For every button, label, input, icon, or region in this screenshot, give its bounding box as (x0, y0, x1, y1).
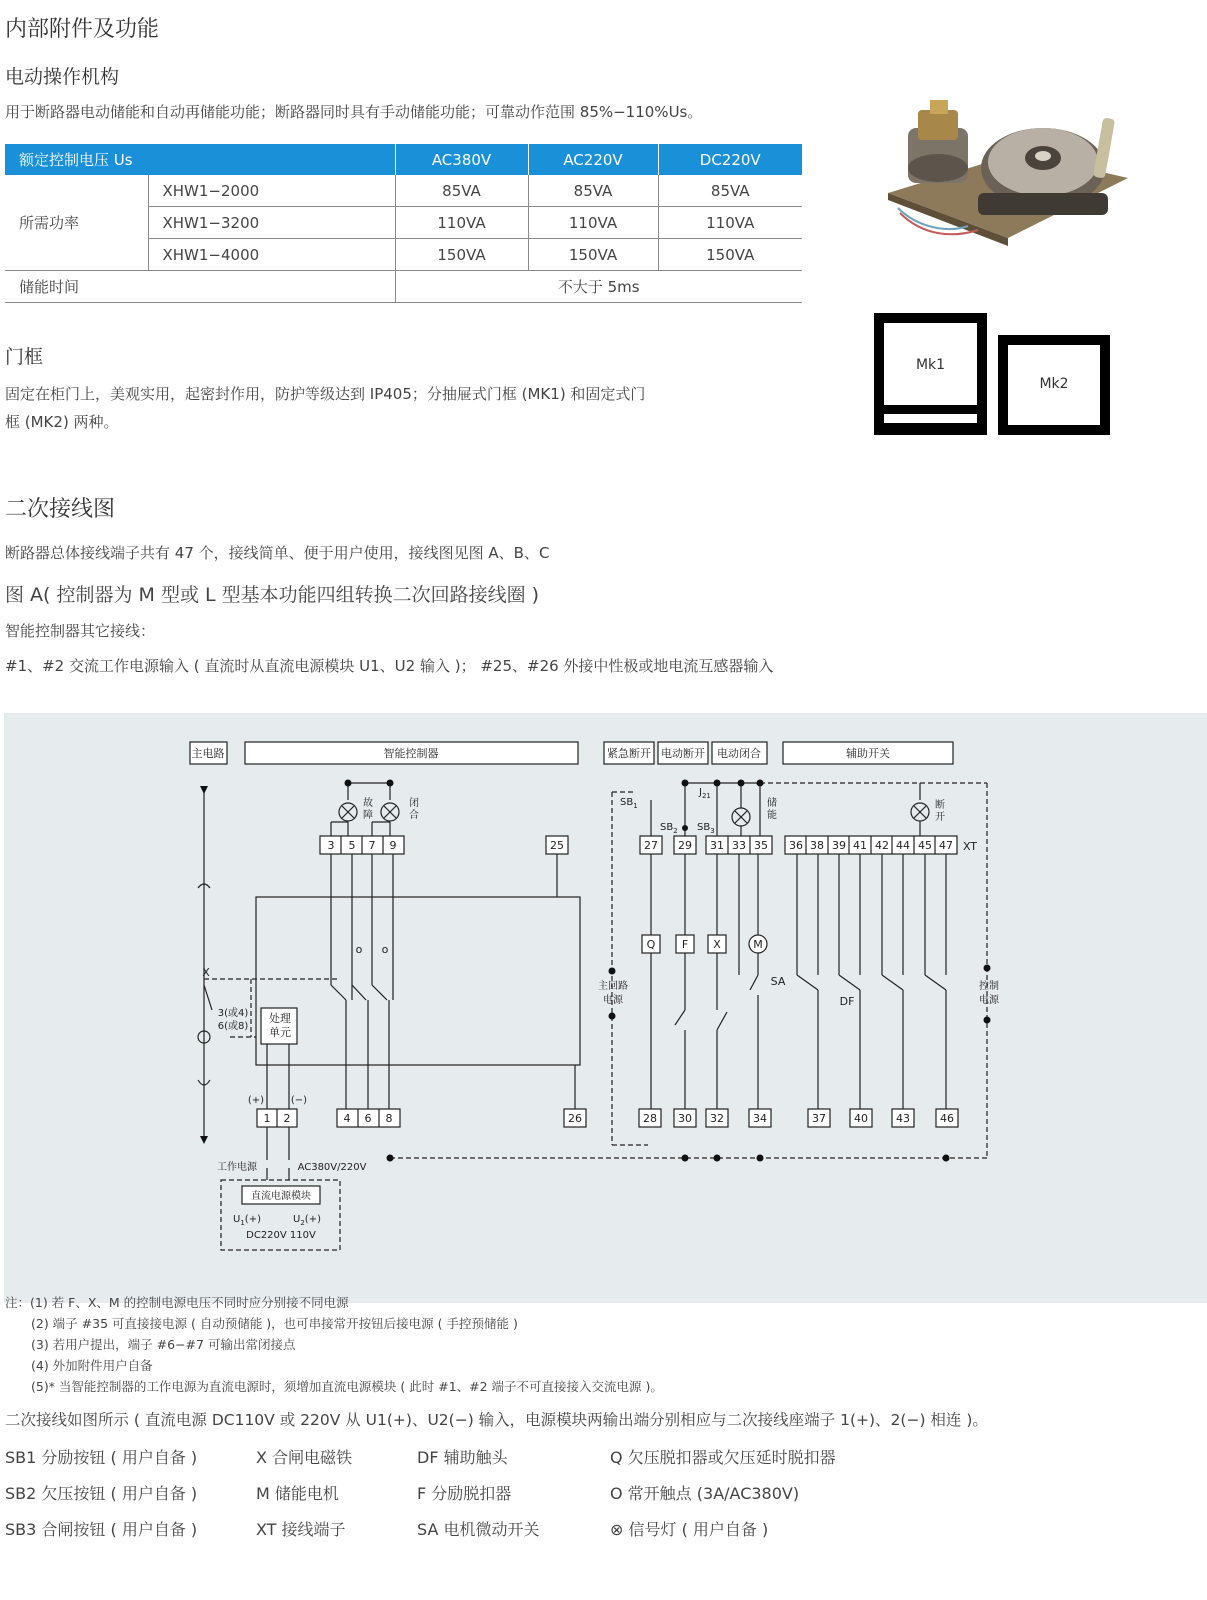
terminal: 31 (710, 839, 724, 852)
sb2-label: $SB_2$ (660, 822, 678, 835)
value-cell: 110VA (528, 207, 658, 239)
value-cell: 85VA (395, 175, 528, 207)
terminal: 42 (875, 839, 889, 852)
other-wiring-desc: #1、#2 交流工作电源输入 ( 直流时从直流电源模块 U1、U2 输入 )； #25、#26 外接中性极或地电流互感器输入 (5, 657, 774, 675)
u2-label: $U_2(+)$ (293, 1214, 321, 1227)
legend-item: SB3 合闸按钮 ( 用户自备 ) (5, 1520, 198, 1539)
header-dc220: DC220V (658, 144, 802, 175)
minus-label: (−) (290, 1095, 308, 1106)
figure-title: 图 A( 控制器为 M 型或 L 型基本功能四组转换二次回路接线圈 ) (5, 584, 540, 606)
other-wiring-title: 智能控制器其它接线： (5, 622, 156, 640)
door-desc-line2: 框 (MK2) 两种。 (5, 413, 119, 431)
legend-item: X 合闸电磁铁 (256, 1448, 353, 1467)
value-cell: 85VA (658, 175, 802, 207)
box-emergency: 紧急断开 (607, 747, 651, 760)
terminal: 9 (389, 839, 397, 852)
xt-label: XT (962, 840, 978, 853)
contact-o: o (381, 943, 389, 956)
terminal: 5 (348, 839, 356, 852)
terminal: 40 (854, 1112, 868, 1125)
terminal: 7 (368, 839, 376, 852)
terminal: 43 (896, 1112, 910, 1125)
terminal: 8 (385, 1112, 393, 1125)
note-line: (5)* 当智能控制器的工作电源为直流电源时，须增加直流电源模块 ( 此时 #1、#2 端子不可直接接入交流电源 )。 (31, 1379, 663, 1394)
terminal: 25 (550, 839, 564, 852)
plus-label: (+) (247, 1095, 265, 1106)
note-line: 注：(1) 若 F、X、M 的控制电源电压不同时应分别接不同电源 (5, 1295, 349, 1310)
box-aux: 辅助开关 (846, 747, 890, 760)
df-label: DF (839, 995, 855, 1008)
terminal: 27 (644, 839, 658, 852)
terminal: 35 (754, 839, 768, 852)
terminal: 37 (812, 1112, 826, 1125)
terminal: 33 (732, 839, 746, 852)
terminal: 38 (810, 839, 824, 852)
coil-x: X (713, 938, 721, 951)
box-controller: 智能控制器 (383, 747, 439, 760)
wiring-title: 二次接线图 (5, 497, 116, 522)
header-ac380: AC380V (395, 144, 528, 175)
coil-q: Q (646, 938, 656, 951)
terminal: 3 (327, 839, 335, 852)
terminal: 32 (710, 1112, 724, 1125)
model-cell: XHW1−3200 (148, 207, 395, 239)
side-label: 6(或8) (217, 1021, 249, 1032)
motor-title: 电动操作机构 (5, 66, 120, 88)
value-cell: 150VA (528, 239, 658, 271)
summary-text: 二次接线如图所示 ( 直流电源 DC110V 或 220V 从 U1(+)、U2(−) 输入，电源模块两输出端分别相应与二次接线座端子 1(+)、2(−) 相连 )。 (5, 1411, 988, 1429)
legend-item: ⊗ 信号灯 ( 用户自备 ) (610, 1520, 769, 1539)
motor-desc: 用于断路器电动储能和自动再储能功能；断路器同时具有手动储能功能；可靠动作范围 85%−110%Us。 (5, 103, 703, 121)
contact-o: o (355, 943, 363, 956)
legend-item: DF 辅助触头 (417, 1448, 508, 1467)
terminal: 46 (940, 1112, 954, 1125)
proc-unit-label: 单元 (269, 1026, 291, 1039)
lamp-close-label: 合 (409, 810, 419, 821)
sa-label: SA (770, 975, 786, 988)
note-line: (2) 端子 #35 可直接接电源 ( 自动预储能 )，也可串接常开按钮后接电源 ( 手控预储能 ) (31, 1316, 518, 1331)
u1-label: $U_1(+)$ (233, 1214, 261, 1227)
motor-mechanism-image (878, 98, 1134, 248)
terminal: 30 (678, 1112, 692, 1125)
wiring-diagram (0, 713, 1207, 1303)
terminal: 26 (568, 1112, 582, 1125)
terminal: 28 (643, 1112, 657, 1125)
terminal: 41 (853, 839, 867, 852)
coil-f: F (681, 938, 689, 951)
lamp-close-label: 闭 (409, 798, 419, 809)
terminal: 1 (263, 1112, 271, 1125)
work-power-label: 工作电源 (217, 1162, 257, 1173)
storage-label: 储能时间 (5, 271, 395, 303)
terminal: 36 (789, 839, 803, 852)
spec-header-row (5, 144, 802, 175)
mk2-frame-image (998, 335, 1110, 435)
value-cell: 150VA (395, 239, 528, 271)
door-desc-line1: 固定在柜门上，美观实用，起密封作用，防护等级达到 IP405；分抽屉式门框 (MK1) 和固定式门 (5, 385, 646, 403)
legend-item: O 常开触点 (3A/AC380V) (610, 1484, 800, 1503)
lamp-open-label: 开 (935, 812, 945, 823)
power-label: 所需功率 (5, 175, 148, 271)
value-cell: 110VA (658, 207, 802, 239)
terminal: 44 (896, 839, 910, 852)
legend-item: Q 欠压脱扣器或欠压延时脱扣器 (610, 1448, 836, 1467)
box-elec-close: 电动闭合 (717, 747, 761, 760)
terminal: 6 (364, 1112, 372, 1125)
sb3-label: $SB_3$ (697, 822, 715, 835)
terminal: 34 (753, 1112, 767, 1125)
main-power-label: 主回路 (598, 981, 628, 992)
wiring-desc: 断路器总体接线端子共有 47 个，接线简单、便于用户使用，接线图见图 A、B、C (5, 544, 550, 562)
legend-item: M 储能电机 (256, 1484, 339, 1503)
legend-item: SB2 欠压按钮 ( 用户自备 ) (5, 1484, 198, 1503)
storage-value: 不大于 5ms (395, 271, 802, 303)
model-cell: XHW1−2000 (148, 175, 395, 207)
header-ac220: AC220V (528, 144, 658, 175)
terminal: 2 (283, 1112, 291, 1125)
sb1-label: $SB_1$ (620, 797, 638, 810)
value-cell: 85VA (528, 175, 658, 207)
terminal: 4 (343, 1112, 351, 1125)
note-line: (4) 外加附件用户自备 (31, 1358, 153, 1373)
ctrl-power-label: 电源 (979, 995, 999, 1006)
box-elec-open: 电动断开 (661, 747, 705, 760)
x-label: X (202, 966, 210, 979)
mk2-label: Mk2 (1039, 376, 1069, 392)
terminal: 39 (832, 839, 846, 852)
terminal: 29 (678, 839, 692, 852)
value-cell: 150VA (658, 239, 802, 271)
notes (5, 1292, 663, 1397)
mk1-frame-image (874, 313, 987, 435)
box-main-circuit: 主电路 (191, 747, 225, 760)
legend-item: XT 接线端子 (256, 1520, 346, 1539)
table-row (5, 175, 802, 207)
lamp-open-label: 断 (935, 800, 945, 811)
lamp-fault-label: 故 (363, 798, 373, 809)
mk1-label: Mk1 (915, 357, 946, 373)
dc-module-label: 直流电源模块 (251, 1191, 311, 1202)
legend-item: F 分励脱扣器 (417, 1484, 512, 1503)
ac-label: AC380V/220V (297, 1162, 367, 1173)
main-power-label: 电源 (603, 995, 623, 1006)
table-row (5, 271, 802, 303)
value-cell: 110VA (395, 207, 528, 239)
lamp-fault-label: 障 (363, 810, 373, 821)
legend-item: SA 电机微动开关 (417, 1520, 540, 1539)
model-cell: XHW1−4000 (148, 239, 395, 271)
section-title: 内部附件及功能 (5, 17, 160, 42)
ctrl-power-label: 控制 (979, 981, 999, 992)
side-label: 3(或4) (217, 1008, 249, 1019)
door-title: 门框 (5, 346, 44, 368)
note-line: (3) 若用户提出，端子 #6−#7 可输出常闭接点 (31, 1337, 296, 1352)
legend-item: SB1 分励按钮 ( 用户自备 ) (5, 1448, 198, 1467)
terminal: 47 (939, 839, 953, 852)
lamp-store-label: 能 (767, 810, 777, 821)
proc-unit-label: 处理 (269, 1012, 291, 1025)
j21-label: $J_{21}$ (699, 787, 711, 800)
terminal: 45 (918, 839, 932, 852)
lamp-store-label: 储 (767, 798, 777, 809)
header-voltage: 额定控制电压 Us (5, 144, 395, 175)
spec-table (5, 144, 802, 303)
dc-voltage-label: DC220V 110V (246, 1230, 316, 1241)
motor-m: M (753, 938, 763, 951)
